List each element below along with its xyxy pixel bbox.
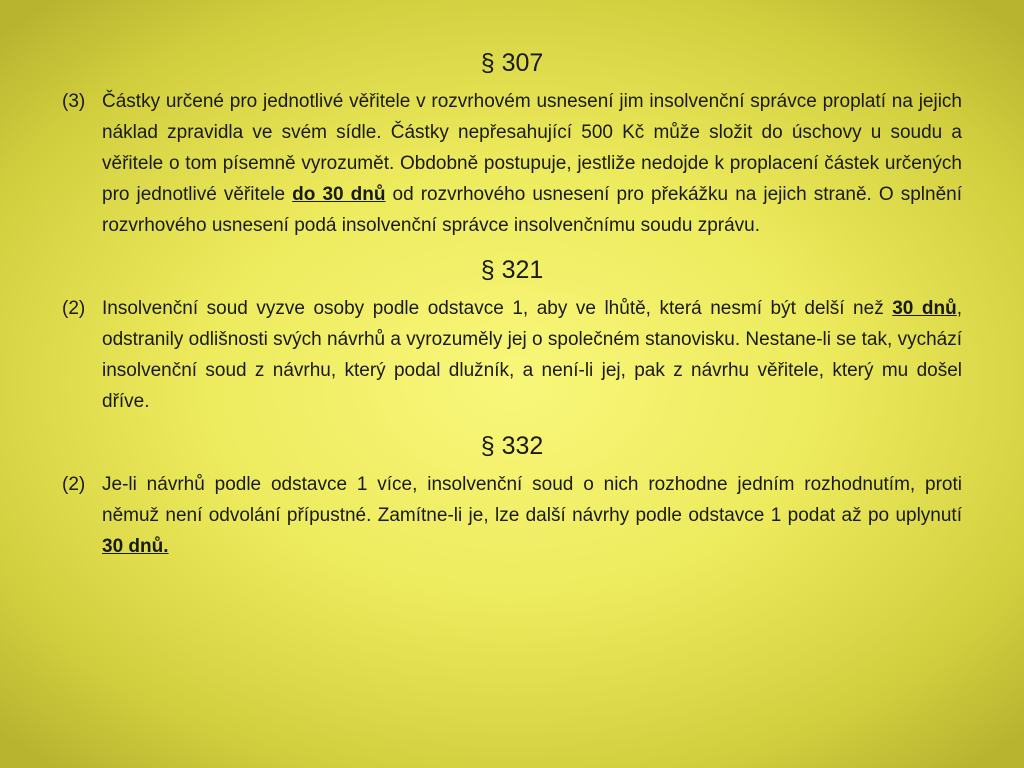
deadline-emphasis: 30 dnů (892, 298, 957, 319)
section-heading-307: § 307 (480, 49, 544, 77)
paragraph-number: (3) (62, 91, 86, 112)
paragraph-number: (2) (62, 474, 86, 495)
paragraph-332-2 (62, 469, 962, 562)
deadline-emphasis: do 30 dnů (292, 184, 386, 205)
paragraph-number: (2) (62, 298, 86, 319)
paragraph-text-part: Insolvenční soud vyzve osoby podle odstavce 1, aby ve lhůtě, která nesmí být delší než (102, 298, 893, 319)
paragraph-text (102, 469, 962, 562)
section-heading-332: § 332 (480, 432, 544, 460)
paragraph-text-part: , odstranily odlišnosti svých návrhů a vyrozuměly jej o společném stanovisku. Nestane-li se tak, vychází insolvenční soud z návrhu, který podal dlužník, a není-li jej, pak z návrhu věřitele, který mu došel dříve. (102, 298, 962, 412)
paragraph-text (102, 293, 962, 417)
deadline-emphasis: 30 dnů. (102, 536, 169, 557)
paragraph-text-part: od rozvrhového usnesení pro překážku na jejich straně. O splnění rozvrhového usnesení podá insolvenční správce insolvenčnímu soudu zprávu. (102, 184, 962, 236)
paragraph-text-part: Je-li návrhů podle odstavce 1 více, insolvenční soud o nich rozhodne jedním rozhodnutím, proti němuž není odvolání přípustné. Zamítne-li je, lze další návrhy podle odstavce 1 podat až po uplynutí (102, 474, 962, 526)
paragraph-307-3 (62, 86, 962, 241)
paragraph-text (102, 86, 962, 241)
paragraph-321-2 (62, 293, 962, 417)
section-heading-321: § 321 (480, 256, 544, 284)
paragraph-text-part: Částky určené pro jednotlivé věřitele v rozvrhovém usnesení jim insolvenční správce proplatí na jejich náklad zpravidla ve svém sídle. Částky nepřesahující 500 Kč může složit do úschovy u soudu a věřitele o tom písemně vyrozumět. Obdobně postupuje, jestliže nedojde k proplacení částek určených pro jednotlivé věřitele (102, 91, 962, 205)
